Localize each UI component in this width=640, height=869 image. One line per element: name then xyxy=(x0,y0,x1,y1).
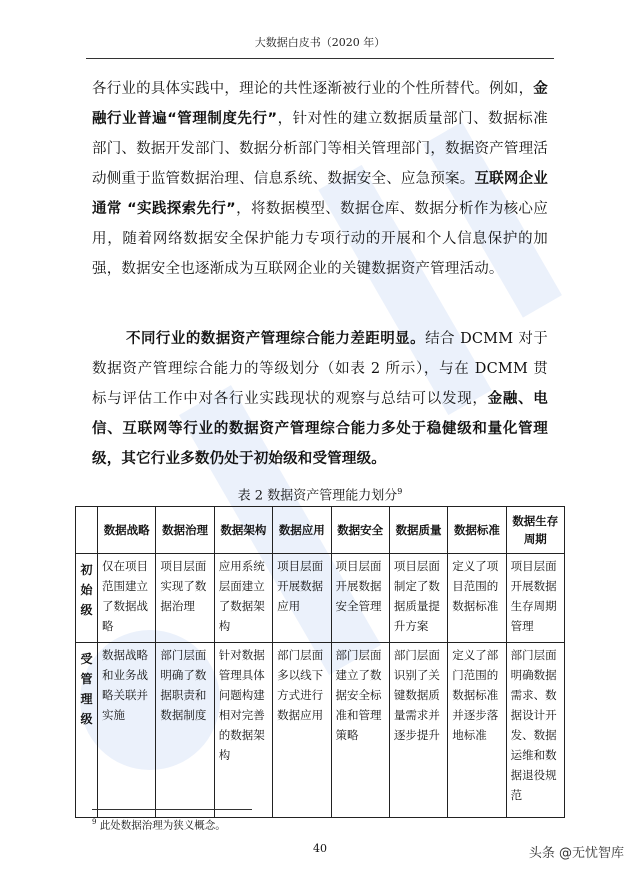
header-rule xyxy=(86,58,554,59)
table-cell: 部门层面明确了数据职责和数据制度 xyxy=(156,643,214,818)
body-paragraph-1: 各行业的具体实践中，理论的共性逐渐被行业的个性所替代。例如，金融行业普遍“管理制度先行”，针对性的建立数据质量部门、数据标准部门、数据开发部门、数据分析部门等相关管理部门，数据资产管理活动侧重于监管数据治理、信息系统、数据安全、应急预案。互联网企业通常 “实践探索先行”，将数据模型、数据仓库、数据分析作为核心应用，随着网络数据安全保护能力专项行动的开展和个人信息保护的加强，数据安全也逐渐成为互联网企业的关键数据资产管理活动。 xyxy=(92,81,549,277)
table-cell: 应用系统层面建立了数据架构 xyxy=(214,554,272,643)
bold-lead-sentence: 不同行业的数据资产管理综合能力差距明显。 xyxy=(126,331,426,347)
table-cell: 项目层面开展数据应用 xyxy=(273,554,331,643)
level-label: 初 始 级 xyxy=(76,554,98,643)
table-cell: 项目层面实现了数据治理 xyxy=(156,554,214,643)
page-number: 40 xyxy=(313,842,327,855)
bold-phrase-finance: 金融行业普遍“管理制度先行” xyxy=(92,81,548,127)
table-cell: 项目层面开展数据安全管理 xyxy=(331,554,389,643)
column-header: 数据质量 xyxy=(389,507,447,554)
table-cell: 针对数据管理具体问题构建相对完善的数据架构 xyxy=(214,643,272,818)
table-cell: 部门层面建立了数据安全标准和管理策略 xyxy=(331,643,389,818)
footnote-ref: 9 xyxy=(397,487,403,496)
table-cell: 数据战略和业务战略关联并实施 xyxy=(98,643,156,818)
table-row xyxy=(76,643,565,818)
table-header-row xyxy=(76,507,565,554)
table-cell: 项目层面开展数据生存周期管理 xyxy=(506,554,564,643)
body-paragraph-2: 不同行业的数据资产管理综合能力差距明显。结合 DCMM 对于数据资产管理综合能力的等级划分（如表 2 所示），与在 DCMM 贯标与评估工作中对各行业实践现状的观察与总结可以发现，金融、电信、互联网等行业的数据资产管理综合能力多处于稳健级和量化管理级，其它行业多数仍处于初始级和受管理级。 xyxy=(92,331,548,467)
watermark-text: 头条 @无忧智库 xyxy=(528,846,624,861)
table-cell: 定义了部门范围的数据标准并逐步落地标准 xyxy=(448,643,506,818)
corner-cell xyxy=(76,507,98,554)
table-cell: 部门层面识别了关键数据质量需求并逐步提升 xyxy=(389,643,447,818)
capability-table xyxy=(75,506,565,818)
running-header: 大数据白皮书（2020 年） xyxy=(254,36,386,49)
table-cell: 定义了项目范围的数据标准 xyxy=(448,554,506,643)
bold-phrase-internet: 互联网企业通常 “实践探索先行” xyxy=(92,171,549,217)
column-header: 数据治理 xyxy=(156,507,214,554)
column-header: 数据应用 xyxy=(273,507,331,554)
column-header: 数据架构 xyxy=(214,507,272,554)
level-label: 受 管 理 级 xyxy=(76,643,98,818)
footnote-rule xyxy=(92,809,252,810)
table-caption: 表 2 数据资产管理能力划分$^9$ xyxy=(237,487,403,504)
column-header: 数据安全 xyxy=(331,507,389,554)
table-cell: 部门层面明确数据需求、数据设计开发、数据运维和数据退役规范 xyxy=(506,643,564,818)
table-cell: 仅在项目范围建立了数据战略 xyxy=(98,554,156,643)
table-row xyxy=(76,554,565,643)
column-header: 数据生存周期 xyxy=(506,507,564,554)
source-watermark xyxy=(529,842,624,861)
table-cell: 部门层面多以线下方式进行数据应用 xyxy=(273,643,331,818)
table-cell: 项目层面制定了数据质量提升方案 xyxy=(389,554,447,643)
bold-conclusion: 金融、电信、互联网等行业的数据资产管理综合能力多处于稳健级和量化管理级，其它行业多数仍处于初始级和受管理级。 xyxy=(92,391,548,467)
footnote: $^9$ 此处数据治理为狭义概念。 xyxy=(92,818,226,832)
column-header: 数据战略 xyxy=(98,507,156,554)
column-header: 数据标准 xyxy=(448,507,506,554)
